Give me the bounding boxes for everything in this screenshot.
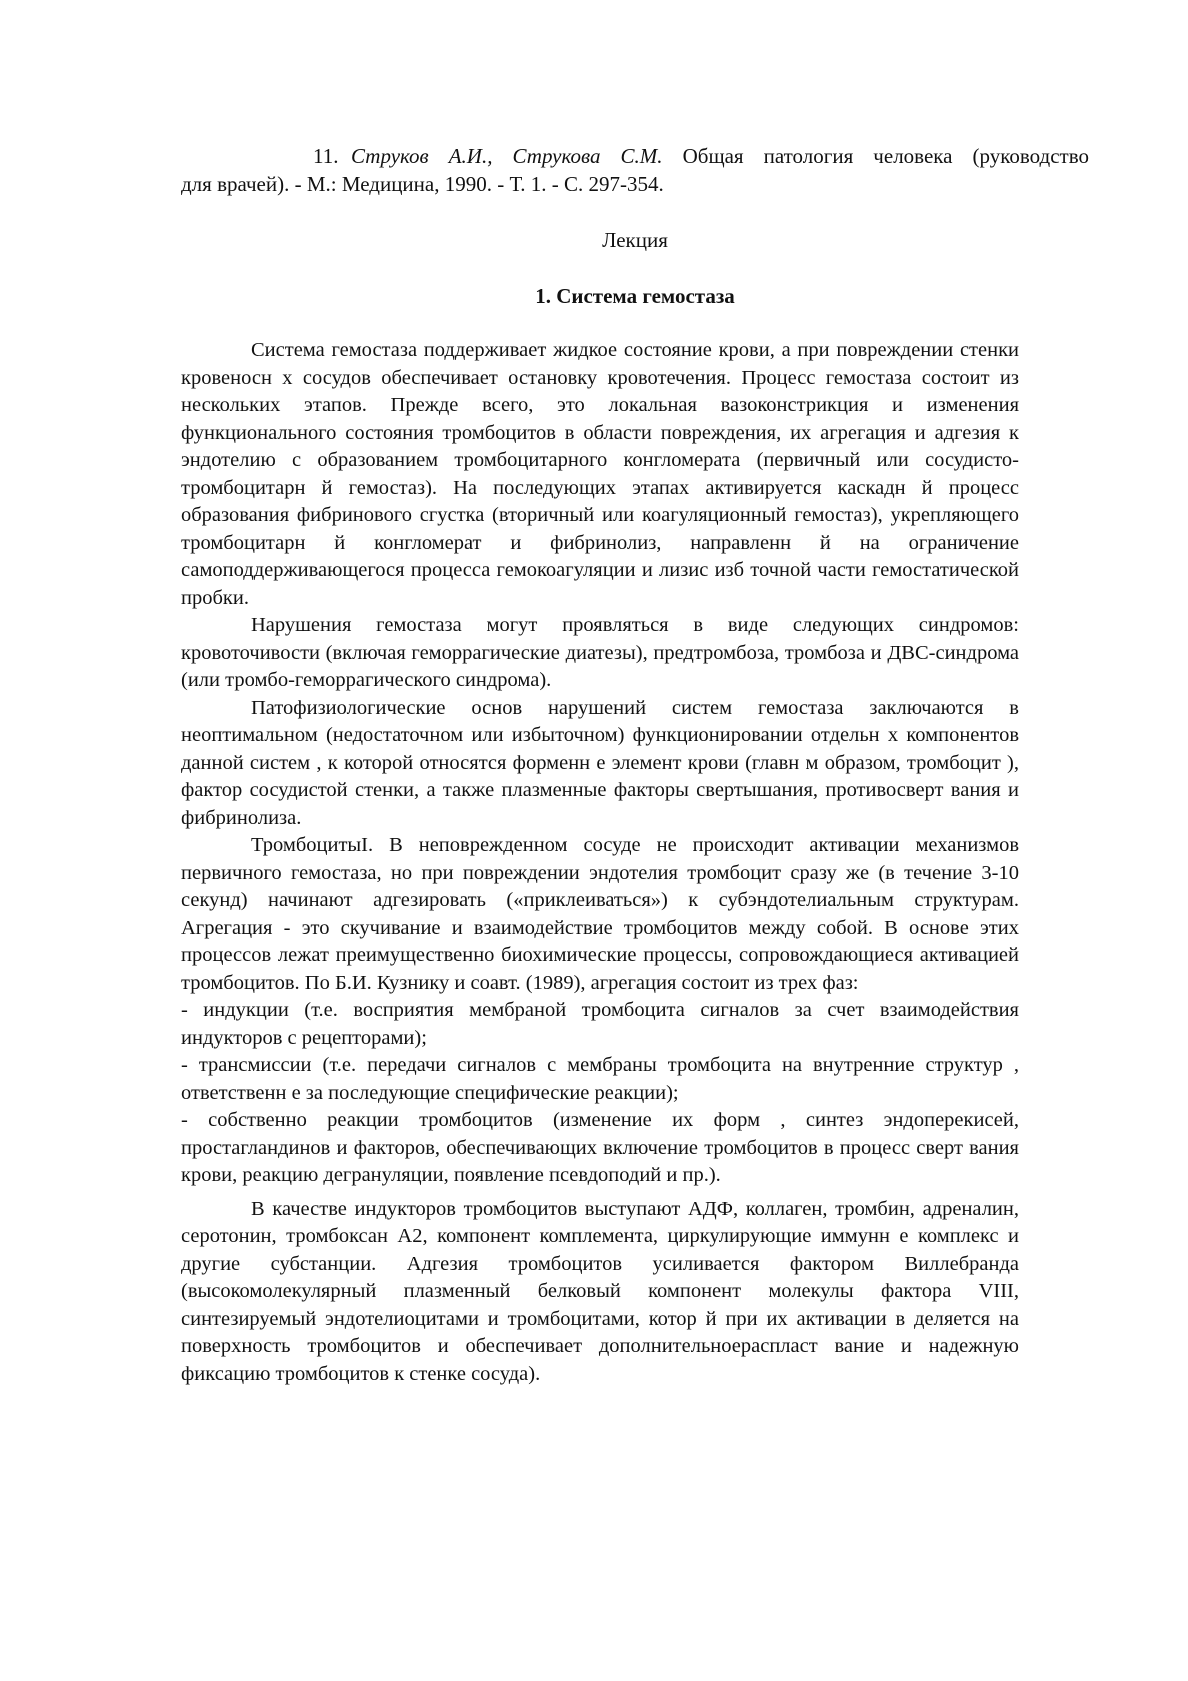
paragraph-hemostasis-disorders: Нарушения гемостаза могут проявляться в виде следующих синдромов: кровоточивости (включая геморрагические диатезы), предтромбоза, тромбоза и ДВС-синдрома (или тромбо-геморрагического синдрома). <box>181 614 1019 691</box>
list-item-transmission: - трансмиссии (т.е. передачи сигналов с мембраны тромбоцита на внутренние структур , ответственн е за последующие специфические реакции); <box>181 1054 1019 1104</box>
list-item-reaction: - собственно реакции тромбоцитов (изменение их форм , синтез эндоперекисей, простагландинов и факторов, обеспечивающих включение тромбоцитов в процесс сверт вания крови, реакцию дегрануляции, появление псевдоподий и пр.). <box>181 1109 1019 1186</box>
reference-title-line1: Общая патология человека (руководство <box>682 144 1090 168</box>
reference-first-line <box>181 142 1089 170</box>
paragraph-platelets: ТромбоцитыI. В неповрежденном сосуде не происходит активации механизмов первичного гемостаза, но при повреждении эндотелия тромбоцит сразу же (в течение 3-10 секунд) начинают адгезировать («приклеиваться») к субэндотелиальным структурам. Агрегация - это скучивание и взаимодействие тромбоцитов между собой. В основе этих процессов лежат преимущественно биохимические процессы, сопровождающиеся активацией тромбоцитов. По Б.И. Кузнику и соавт. (1989), агрегация состоит из трех фаз: <box>181 834 1019 994</box>
section-label: Лекция <box>602 228 668 252</box>
paragraph-pathophysiology: Патофизиологические основ нарушений систем гемостаза заключаются в неоптимальном (недостаточном или избыточном) функционировании отдельн х компонентов данной систем , к которой относятся форменн е элемент крови (главн м образом, тромбоцит ), фактор сосудистой стенки, а также плазменные факторы свертышания, противосверт вания и фибринолиза. <box>181 696 1019 829</box>
section-title: 1. Система гемостаза <box>535 284 735 308</box>
paragraph-hemostasis-intro: Система гемостаза поддерживает жидкое состояние крови, а при повреждении стенки кровеносн х сосудов обеспечивает остановку кровотечения. Процесс гемостаза состоит из нескольких этапов. Прежде всего, это локальная вазоконстрикция и изменения функционального состояния тромбоцитов в области повреждения, их агрегация и адгезия к эндотелию с образованием тромбоцитарного конгломерата (первичный или сосудисто-тромбоцитарн й гемостаз). На последующих этапах активируется каскадн й процесс образования фибринового сгустка (вторичный или коагуляционный гемостаз), укрепляющего тромбоцитарн й конгломерат и фибринолиз, направленн й на ограничение самоподдерживающегося процесса гемокоагуляции и лизис изб точной части гемостатической пробки. <box>181 339 1019 609</box>
list-item-induction: - индукции (т.е. восприятия мембраной тромбоцита сигналов за счет взаимодействия индукторов с рецепторами); <box>181 999 1019 1049</box>
reference-entry <box>181 142 1089 198</box>
paragraph-inductors: В качестве индукторов тромбоцитов выступают АДФ, коллаген, тромбин, адреналин, серотонин, тромбоксан А2, компонент комплемента, циркулирующие иммунн е комплекс и другие субстанции. Адгезия тромбоцитов усиливается фактором Виллебранда (высокомолекулярный плазменный белковый компонент молекулы фактора VIII, синтезируемый эндотелиоцитами и тромбоцитами, котор й при их активации в деляется на поверхность тромбоцитов и обеспечивает дополнительноераспласт вание и надежную фиксацию тромбоцитов к стенке сосуда). <box>181 1197 1019 1385</box>
body-text <box>181 337 1019 1388</box>
reference-number: 11. <box>313 144 339 168</box>
reference-title-line2: для врачей). - М.: Медицина, 1990. - Т. 1. - С. 297-354. <box>181 172 664 196</box>
reference-authors: Струков А.И., Струкова С.М. <box>351 144 663 168</box>
